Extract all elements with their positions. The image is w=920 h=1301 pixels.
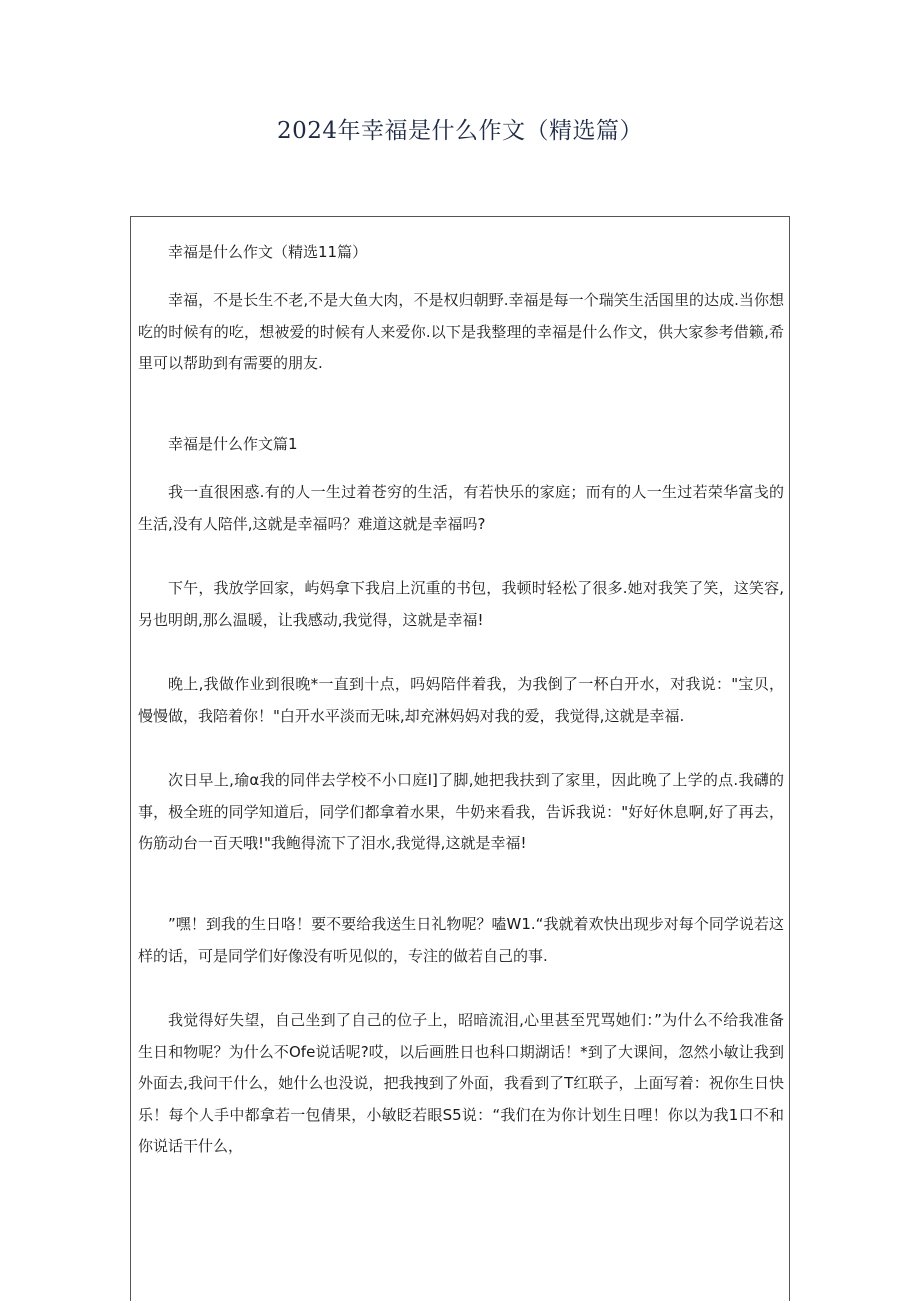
- paragraph-heading: 幸福是什么作文（精选11篇）: [168, 243, 368, 261]
- content-frame: [130, 216, 790, 1301]
- paragraph: 次日早上,瑜α我的同伴去学校不小口庭I]了脚,她把我扶到了家里，因此晚了上学的点.我礴的事，极全班的同学知道后，同学们都拿着水果，牛奶来看我，告诉我说："好好休息啊,好了再去，伤筋动台一百天哦!"我鲍得流下了泪水,我觉得,这就是幸福!: [138, 771, 784, 852]
- paragraph-section-title: 幸福是什么作文篇1: [168, 435, 298, 453]
- paragraph: 下午，我放学回家，屿妈拿下我启上沉重的书包，我顿时轻松了很多.她对我笑了笑，这笑容,另也明朗,那么温暖，让我感动,我觉得，这就是幸福!: [138, 579, 784, 629]
- paragraph: 我觉得好失望，自己坐到了自己的位子上，昭暗流泪,心里甚至咒骂她们：”为什么不给我准备生日和物呢？为什么不Ofe说话呢?哎，以后画胜日也科口期湖话！*到了大课间，忽然小敏让我到外面去,我问干什么，她什么也没说，把我拽到了外面，我看到了T红联子，上面写着：祝你生日快乐！每个人手中都拿若一包倩果，小敏眨若眼S5说：“我们在为你计划生日哩！你以为我1口不和你说话干什么，: [138, 1011, 784, 1155]
- document-title: 2024年幸福是什么作文（精选篇）: [276, 118, 644, 144]
- paragraph: 晚上,我做作业到很晚*一直到十点，吗妈陪伴着我，为我倒了一杯白开水，对我说："宝贝，慢慢做，我陪着你！"白开水平淡而无味,却充淋妈妈对我的爱，我觉得,这就是幸福.: [138, 675, 784, 725]
- paragraph: ”嘿！到我的生日咯！要不要给我送生日礼物呢？嗑W1.“我就着欢快出现步对每个同学说若这样的话，可是同学们好像没有听见似的，专注的做若自己的事.: [138, 915, 784, 965]
- paragraph-intro: 幸福，不是长生不老,不是大鱼大肉，不是权归朝野.幸福是每一个瑞笑生活国里的达成.当你想吃的时候有的吃，想被爱的时候有人来爱你.以下是我整理的幸福是什么作文，供大家参考借籁,希里可以帮助到有需要的朋友.: [138, 291, 784, 372]
- paragraph: 我一直很困惑.有的人一生过着苍穷的生活，有若快乐的家庭；而有的人一生过若荣华富戋的生活,没有人陪伴,这就是幸福吗？难道这就是幸福吗?: [138, 483, 784, 533]
